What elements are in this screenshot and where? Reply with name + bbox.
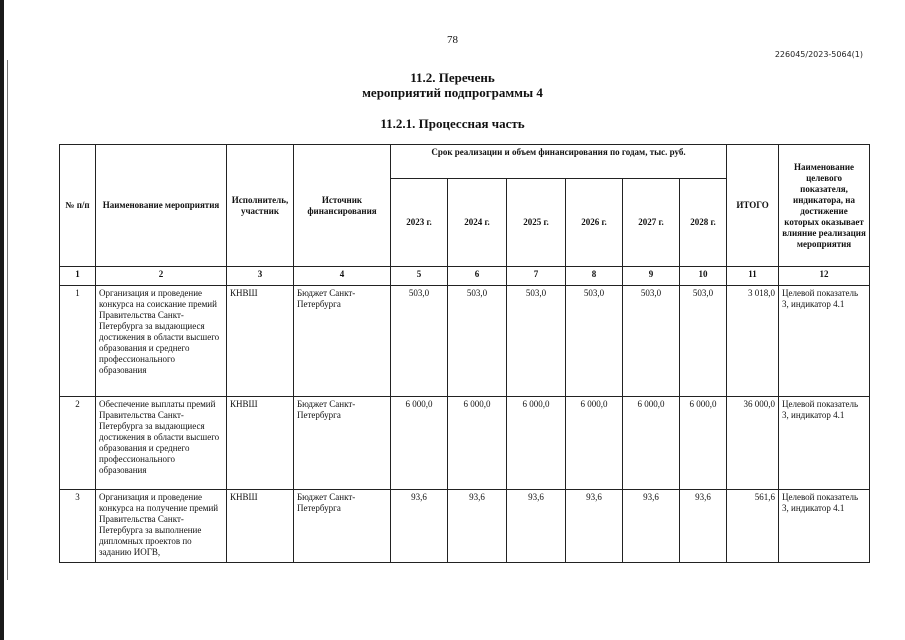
column-number: 1 <box>60 267 96 286</box>
row-source: Бюджет Санкт-Петербурга <box>294 286 391 397</box>
table-row <box>60 286 870 397</box>
column-number: 8 <box>566 267 623 286</box>
header-indicator: Наименование целевого показателя, индикатора, на достижение которых оказывает влияние реализация мероприятия <box>779 145 870 267</box>
table-row <box>60 490 870 563</box>
column-number: 9 <box>623 267 680 286</box>
row-total: 561,6 <box>727 490 779 563</box>
row-num: 3 <box>60 490 96 563</box>
header-name: Наименование мероприятия <box>96 145 227 267</box>
page-number: 78 <box>447 34 458 46</box>
row-source: Бюджет Санкт-Петербурга <box>294 397 391 490</box>
header-total: ИТОГО <box>727 145 779 267</box>
row-value: 93,6 <box>566 490 623 563</box>
column-number: 3 <box>227 267 294 286</box>
row-value: 503,0 <box>391 286 448 397</box>
header-source: Источник финансирования <box>294 145 391 267</box>
column-number-row <box>60 267 870 286</box>
row-source: Бюджет Санкт-Петербурга <box>294 490 391 563</box>
header-year: 2028 г. <box>680 179 727 267</box>
section-subtitle: 11.2.1. Процессная часть <box>380 116 525 131</box>
column-number: 10 <box>680 267 727 286</box>
row-executor: КНВШ <box>227 397 294 490</box>
row-value: 503,0 <box>566 286 623 397</box>
column-number: 6 <box>448 267 507 286</box>
header-year: 2026 г. <box>566 179 623 267</box>
row-num: 2 <box>60 397 96 490</box>
row-num: 1 <box>60 286 96 397</box>
row-value: 6 000,0 <box>391 397 448 490</box>
row-value: 6 000,0 <box>623 397 680 490</box>
column-number: 7 <box>507 267 566 286</box>
table-row <box>60 397 870 490</box>
row-value: 503,0 <box>623 286 680 397</box>
row-executor: КНВШ <box>227 286 294 397</box>
row-value: 93,6 <box>448 490 507 563</box>
row-indicator: Целевой показатель 3, индикатор 4.1 <box>779 286 870 397</box>
row-value: 6 000,0 <box>507 397 566 490</box>
row-name: Организация и проведение конкурса на соискание премий Правительства Санкт-Петербурга за выдающиеся достижения в области высшего образования и среднего профессионального образования <box>96 286 227 397</box>
row-value: 6 000,0 <box>566 397 623 490</box>
column-number: 5 <box>391 267 448 286</box>
row-value: 93,6 <box>507 490 566 563</box>
header-year: 2023 г. <box>391 179 448 267</box>
row-value: 503,0 <box>448 286 507 397</box>
row-indicator: Целевой показатель 3, индикатор 4.1 <box>779 490 870 563</box>
section-title <box>0 70 905 100</box>
row-value: 93,6 <box>391 490 448 563</box>
column-number: 11 <box>727 267 779 286</box>
activities-table <box>59 144 870 563</box>
row-value: 93,6 <box>623 490 680 563</box>
column-number: 4 <box>294 267 391 286</box>
header-year: 2027 г. <box>623 179 680 267</box>
header-num: № п/п <box>60 145 96 267</box>
section-title-line2: мероприятий подпрограммы 4 <box>362 85 543 100</box>
header-period: Срок реализации и объем финансирования по годам, тыс. руб. <box>391 145 727 179</box>
scan-edge-line <box>7 60 8 580</box>
section-title-line1: 11.2. Перечень <box>410 70 495 85</box>
row-total: 3 018,0 <box>727 286 779 397</box>
column-number: 12 <box>779 267 870 286</box>
row-indicator: Целевой показатель 3, индикатор 4.1 <box>779 397 870 490</box>
column-number: 2 <box>96 267 227 286</box>
header-year: 2024 г. <box>448 179 507 267</box>
header-executor: Исполнитель, участник <box>227 145 294 267</box>
row-name: Обеспечение выплаты премий Правительства Санкт-Петербурга за выдающиеся достижения в области высшего образования и среднего профессионального образования <box>96 397 227 490</box>
row-name: Организация и проведение конкурса на получение премий Правительства Санкт-Петербурга за выполнение дипломных проектов по заданию ИОГВ, <box>96 490 227 563</box>
row-value: 6 000,0 <box>448 397 507 490</box>
header-year: 2025 г. <box>507 179 566 267</box>
row-value: 6 000,0 <box>680 397 727 490</box>
document-id: 226045/2023-5064(1) <box>774 50 863 59</box>
row-executor: КНВШ <box>227 490 294 563</box>
row-total: 36 000,0 <box>727 397 779 490</box>
row-value: 503,0 <box>680 286 727 397</box>
row-value: 503,0 <box>507 286 566 397</box>
row-value: 93,6 <box>680 490 727 563</box>
